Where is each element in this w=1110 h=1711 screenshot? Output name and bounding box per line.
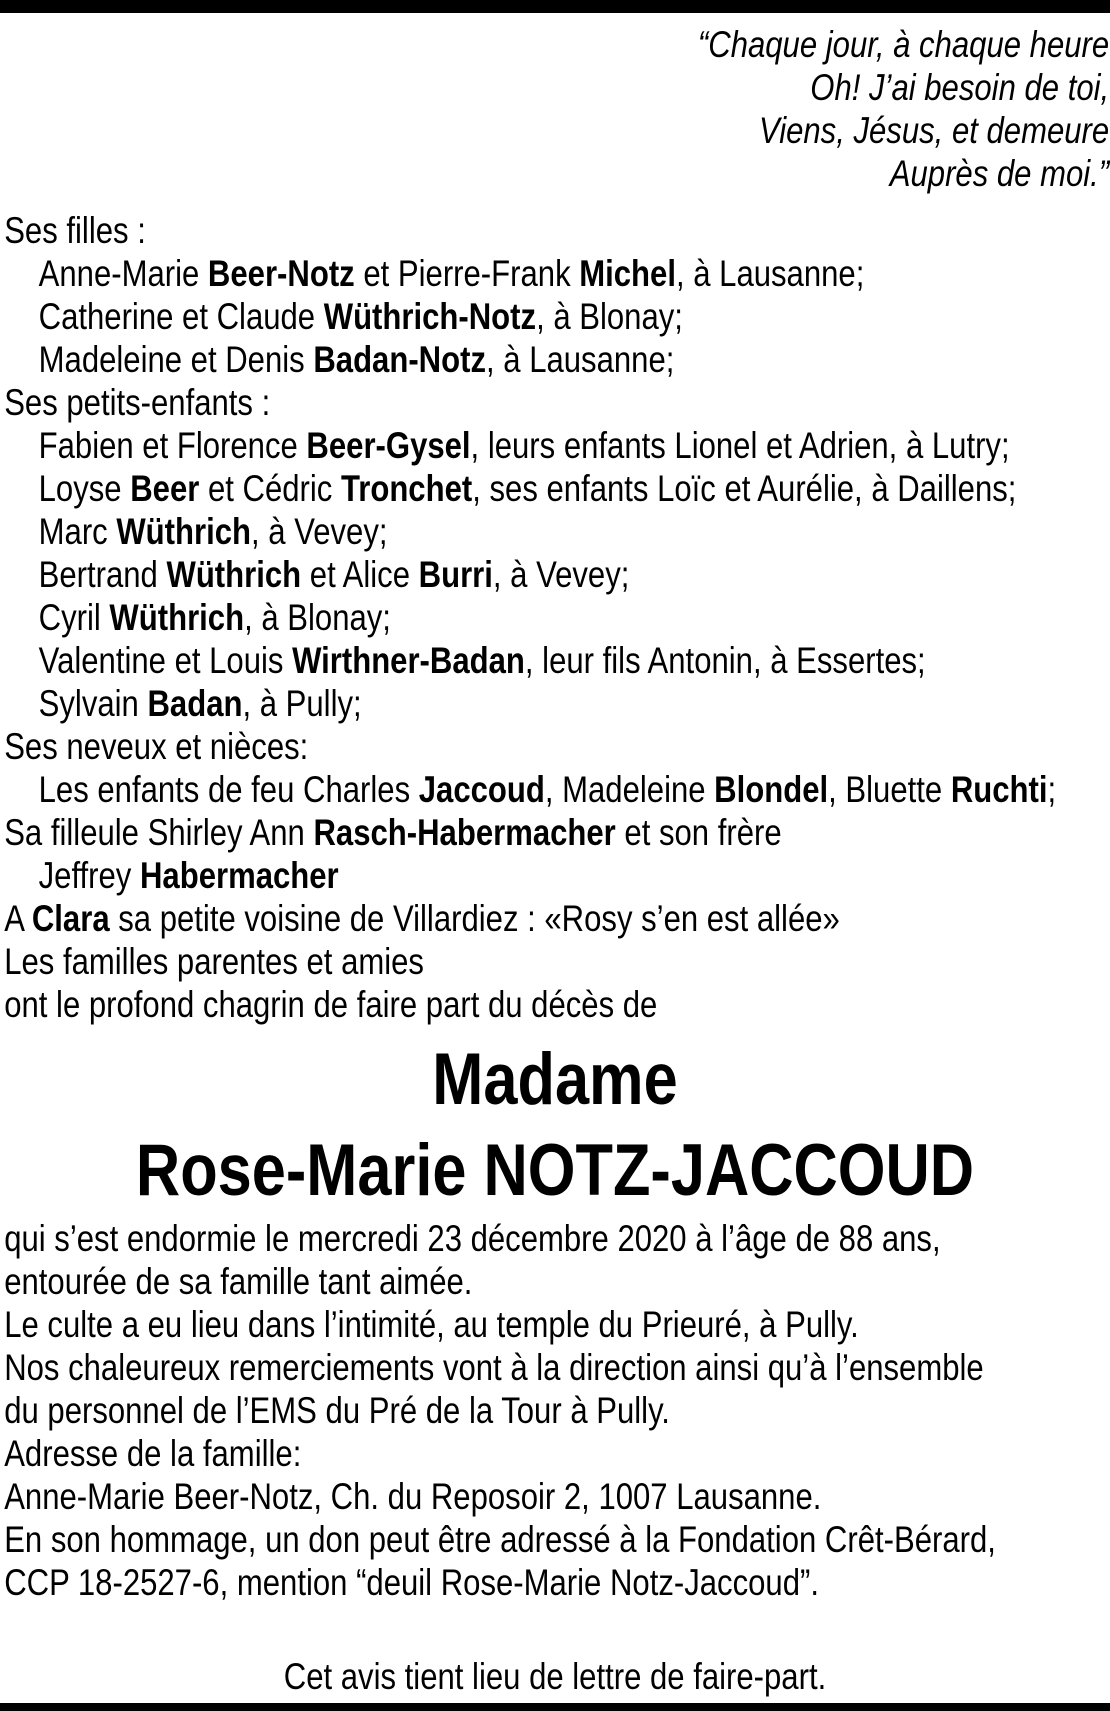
deceased-name-block xyxy=(0,1034,1110,1216)
text-line: Jeffrey Habermacher xyxy=(38,855,339,896)
hymn-quote xyxy=(0,23,1110,195)
closing-block xyxy=(0,1655,1110,1698)
text-line: Ses petits-enfants : xyxy=(4,382,271,423)
text-line: Les enfants de feu Charles Jaccoud, Madeleine Blondel, Bluette Ruchti; xyxy=(38,769,1057,810)
text-line: ont le profond chagrin de faire part du décès de xyxy=(4,984,658,1025)
deceased-full-name: Rose-Marie NOTZ-JACCOUD xyxy=(135,1130,975,1211)
text-line: CCP 18-2527-6, mention “deuil Rose-Marie Notz-Jaccoud”. xyxy=(4,1562,819,1603)
text-line: Cyril Wüthrich, à Blonay; xyxy=(38,597,391,638)
text-line: Anne-Marie Beer-Notz et Pierre-Frank Michel, à Lausanne; xyxy=(38,253,865,294)
text-line: Les familles parentes et amies xyxy=(4,941,424,982)
bottom-rule xyxy=(0,1703,1110,1711)
text-line: Le culte a eu lieu dans l’intimité, au temple du Prieuré, à Pully. xyxy=(4,1304,859,1345)
announcement-body xyxy=(0,1217,1110,1604)
closing-line: Cet avis tient lieu de lettre de faire-part. xyxy=(283,1656,827,1697)
text-line: Oh! J’ai besoin de toi, xyxy=(810,67,1110,108)
text-line: Anne-Marie Beer-Notz, Ch. du Reposoir 2, 1007 Lausanne. xyxy=(4,1476,822,1517)
text-line: Valentine et Louis Wirthner-Badan, leur fils Antonin, à Essertes; xyxy=(38,640,926,681)
text-line: du personnel de l’EMS du Pré de la Tour à Pully. xyxy=(4,1390,670,1431)
text-line: Loyse Beer et Cédric Tronchet, ses enfants Loïc et Aurélie, à Daillens; xyxy=(38,468,1017,509)
text-line: Fabien et Florence Beer-Gysel, leurs enfants Lionel et Adrien, à Lutry; xyxy=(38,425,1010,466)
text-line: Sa filleule Shirley Ann Rasch-Habermacher et son frère xyxy=(4,812,782,853)
family-list xyxy=(0,209,1110,1026)
text-line: Nos chaleureux remerciements vont à la direction ainsi qu’à l’ensemble xyxy=(4,1347,984,1388)
text-line: Auprès de moi.” xyxy=(889,153,1110,194)
text-line: Catherine et Claude Wüthrich-Notz, à Blonay; xyxy=(38,296,683,337)
text-line: Ses neveux et nièces: xyxy=(4,726,309,767)
text-line: En son hommage, un don peut être adressé à la Fondation Crêt-Bérard, xyxy=(4,1519,996,1560)
top-rule xyxy=(0,0,1110,13)
text-line: Bertrand Wüthrich et Alice Burri, à Vevey; xyxy=(38,554,630,595)
text-line: Ses filles : xyxy=(4,210,146,251)
deceased-title-madame: Madame xyxy=(432,1039,678,1120)
text-line: Madeleine et Denis Badan-Notz, à Lausanne; xyxy=(38,339,675,380)
text-line: A Clara sa petite voisine de Villardiez : «Rosy s’en est allée» xyxy=(4,898,840,939)
text-line: qui s’est endormie le mercredi 23 décembre 2020 à l’âge de 88 ans, xyxy=(4,1218,941,1259)
text-line: Adresse de la famille: xyxy=(4,1433,302,1474)
text-line: “Chaque jour, à chaque heure xyxy=(697,24,1110,65)
text-line: entourée de sa famille tant aimée. xyxy=(4,1261,473,1302)
text-line: Marc Wüthrich, à Vevey; xyxy=(38,511,388,552)
text-line: Viens, Jésus, et demeure xyxy=(759,110,1110,151)
text-line: Sylvain Badan, à Pully; xyxy=(38,683,362,724)
